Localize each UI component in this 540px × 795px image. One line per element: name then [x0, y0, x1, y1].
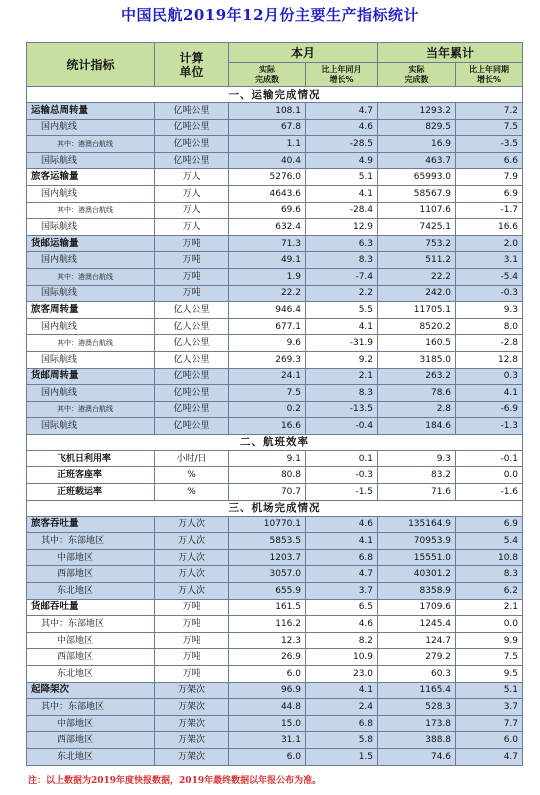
statistics-table — [26, 42, 523, 766]
row-ytd-growth: 6.9 — [456, 516, 523, 533]
row-ytd-growth: 2.1 — [456, 599, 523, 616]
table-row — [27, 533, 523, 550]
row-month-growth: -28.5 — [306, 136, 378, 153]
row-unit: 万人 — [155, 185, 229, 202]
table-body — [27, 87, 523, 766]
row-ytd-actual: 1293.2 — [378, 103, 456, 120]
row-ytd-growth: 9.3 — [456, 302, 523, 319]
row-ytd-actual: 22.2 — [378, 268, 456, 285]
row-month-growth: -28.4 — [306, 202, 378, 219]
row-ytd-growth: 5.4 — [456, 533, 523, 550]
section-title: 一、运输完成情况 — [27, 87, 523, 103]
row-ytd-growth: 4.1 — [456, 385, 523, 402]
row-ytd-growth: 6.9 — [456, 185, 523, 202]
row-unit: 万吨 — [155, 616, 229, 633]
page-title: 中国民航2019年12月份主要生产指标统计 — [120, 6, 420, 24]
row-ytd-actual: 7425.1 — [378, 219, 456, 236]
row-month-actual: 15.0 — [229, 715, 306, 732]
row-month-actual: 96.9 — [229, 682, 306, 699]
header-month-yoy: 比上年同月 增长% — [306, 63, 378, 87]
table-row — [27, 252, 523, 269]
row-ytd-actual: 242.0 — [378, 285, 456, 302]
row-label: 其中：东部地区 — [27, 533, 155, 550]
row-month-actual: 632.4 — [229, 219, 306, 236]
row-month-growth: 2.4 — [306, 699, 378, 716]
row-ytd-actual: 78.6 — [378, 385, 456, 402]
row-ytd-growth: 16.6 — [456, 219, 523, 236]
row-unit: 亿人公里 — [155, 318, 229, 335]
row-label: 正班载运率 — [27, 484, 155, 501]
row-ytd-actual: 160.5 — [378, 335, 456, 352]
row-month-growth: 4.6 — [306, 616, 378, 633]
row-unit: 亿吨公里 — [155, 368, 229, 385]
header-month-actual: 实际 完成数 — [229, 63, 306, 87]
table-row — [27, 385, 523, 402]
row-month-actual: 22.2 — [229, 285, 306, 302]
row-month-growth: 4.6 — [306, 119, 378, 136]
row-label: 东北地区 — [27, 748, 155, 765]
row-ytd-actual: 263.2 — [378, 368, 456, 385]
row-month-actual: 677.1 — [229, 318, 306, 335]
row-ytd-growth: 0.3 — [456, 368, 523, 385]
row-unit: 万人 — [155, 219, 229, 236]
row-month-actual: 10770.1 — [229, 516, 306, 533]
header-unit-line1: 计算 — [179, 50, 204, 65]
row-ytd-growth: 3.7 — [456, 699, 523, 716]
row-ytd-growth: 7.5 — [456, 119, 523, 136]
row-month-growth: 4.1 — [306, 185, 378, 202]
row-unit: 万架次 — [155, 682, 229, 699]
row-label: 货邮吞吐量 — [27, 599, 155, 616]
row-ytd-actual: 16.9 — [378, 136, 456, 153]
row-month-growth: -0.4 — [306, 418, 378, 435]
row-unit: 万吨 — [155, 235, 229, 252]
row-ytd-growth: -1.3 — [456, 418, 523, 435]
row-label: 旅客吞吐量 — [27, 516, 155, 533]
row-month-growth: 10.9 — [306, 649, 378, 666]
row-label: 其中：港澳台航线 — [27, 268, 155, 285]
row-month-growth: 5.1 — [306, 169, 378, 186]
row-month-actual: 1.1 — [229, 136, 306, 153]
row-month-actual: 40.4 — [229, 152, 306, 169]
row-unit: 亿人公里 — [155, 335, 229, 352]
row-label: 旅客周转量 — [27, 302, 155, 319]
row-ytd-actual: 60.3 — [378, 666, 456, 683]
row-label: 货邮周转量 — [27, 368, 155, 385]
table-row — [27, 583, 523, 600]
row-ytd-actual: 279.2 — [378, 649, 456, 666]
row-month-actual: 0.2 — [229, 401, 306, 418]
row-ytd-growth: 3.1 — [456, 252, 523, 269]
table-row — [27, 202, 523, 219]
row-month-actual: 31.1 — [229, 732, 306, 749]
row-unit: 亿人公里 — [155, 302, 229, 319]
row-unit: 万人次 — [155, 549, 229, 566]
row-label: 西部地区 — [27, 566, 155, 583]
row-label: 其中：港澳台航线 — [27, 136, 155, 153]
row-month-actual: 9.1 — [229, 450, 306, 467]
row-label: 其中：港澳台航线 — [27, 401, 155, 418]
row-month-actual: 6.0 — [229, 666, 306, 683]
header-unit — [155, 43, 229, 87]
row-ytd-actual: 9.3 — [378, 450, 456, 467]
table-row — [27, 732, 523, 749]
row-month-growth: 6.3 — [306, 235, 378, 252]
row-month-actual: 4643.6 — [229, 185, 306, 202]
row-label: 中部地区 — [27, 549, 155, 566]
row-label: 起降架次 — [27, 682, 155, 699]
row-label: 国际航线 — [27, 351, 155, 368]
row-month-actual: 655.9 — [229, 583, 306, 600]
row-month-actual: 44.8 — [229, 699, 306, 716]
table-row — [27, 103, 523, 120]
header-ytd-actual: 实际 完成数 — [378, 63, 456, 87]
table-row — [27, 484, 523, 501]
row-ytd-growth: -3.5 — [456, 136, 523, 153]
row-ytd-growth: 7.2 — [456, 103, 523, 120]
row-label: 国内航线 — [27, 119, 155, 136]
footnote: 注：以上数据为2019年度快报数据，2019年最终数据以年报公布为准。 — [28, 776, 322, 786]
row-month-growth: 4.6 — [306, 516, 378, 533]
row-month-growth: 5.5 — [306, 302, 378, 319]
row-unit: % — [155, 467, 229, 484]
row-month-actual: 161.5 — [229, 599, 306, 616]
row-unit: 万吨 — [155, 252, 229, 269]
row-ytd-growth: 12.8 — [456, 351, 523, 368]
row-month-actual: 26.9 — [229, 649, 306, 666]
row-ytd-growth: -1.7 — [456, 202, 523, 219]
row-label: 西部地区 — [27, 649, 155, 666]
row-label: 国际航线 — [27, 285, 155, 302]
row-ytd-actual: 83.2 — [378, 467, 456, 484]
row-ytd-actual: 829.5 — [378, 119, 456, 136]
row-month-growth: 1.5 — [306, 748, 378, 765]
row-month-growth: 4.1 — [306, 318, 378, 335]
row-unit: 万吨 — [155, 285, 229, 302]
table-row — [27, 302, 523, 319]
row-label: 正班客座率 — [27, 467, 155, 484]
row-month-growth: 2.1 — [306, 368, 378, 385]
row-label: 飞机日利用率 — [27, 450, 155, 467]
row-ytd-growth: -6.9 — [456, 401, 523, 418]
row-month-growth: 6.8 — [306, 549, 378, 566]
row-ytd-actual: 65993.0 — [378, 169, 456, 186]
row-label: 国内航线 — [27, 185, 155, 202]
row-unit: 万架次 — [155, 748, 229, 765]
row-ytd-growth: 0.0 — [456, 616, 523, 633]
row-month-actual: 3057.0 — [229, 566, 306, 583]
row-ytd-actual: 124.7 — [378, 632, 456, 649]
row-month-actual: 70.7 — [229, 484, 306, 501]
table-row — [27, 169, 523, 186]
row-ytd-growth: 8.0 — [456, 318, 523, 335]
row-month-growth: 4.1 — [306, 533, 378, 550]
row-unit: 万吨 — [155, 268, 229, 285]
row-month-growth: -0.3 — [306, 467, 378, 484]
row-unit: 万吨 — [155, 632, 229, 649]
row-ytd-actual: 58567.9 — [378, 185, 456, 202]
row-label: 国内航线 — [27, 385, 155, 402]
row-ytd-actual: 71.6 — [378, 484, 456, 501]
row-ytd-growth: 7.7 — [456, 715, 523, 732]
row-ytd-growth: 4.7 — [456, 748, 523, 765]
row-label: 国内航线 — [27, 318, 155, 335]
table-row — [27, 566, 523, 583]
row-ytd-growth: 9.9 — [456, 632, 523, 649]
table-row — [27, 136, 523, 153]
row-ytd-growth: -0.1 — [456, 450, 523, 467]
row-month-growth: 4.1 — [306, 682, 378, 699]
row-label: 其中：东部地区 — [27, 699, 155, 716]
row-ytd-actual: 1107.6 — [378, 202, 456, 219]
row-ytd-growth: 5.1 — [456, 682, 523, 699]
table-row — [27, 748, 523, 765]
row-ytd-growth: -5.4 — [456, 268, 523, 285]
row-label: 中部地区 — [27, 632, 155, 649]
table-row — [27, 549, 523, 566]
row-ytd-actual: 511.2 — [378, 252, 456, 269]
row-month-actual: 1.9 — [229, 268, 306, 285]
row-ytd-growth: -2.8 — [456, 335, 523, 352]
table-row — [27, 649, 523, 666]
row-ytd-growth: 8.3 — [456, 566, 523, 583]
row-label: 货邮运输量 — [27, 235, 155, 252]
table-row — [27, 666, 523, 683]
row-label: 其中：港澳台航线 — [27, 202, 155, 219]
row-month-actual: 5276.0 — [229, 169, 306, 186]
row-label: 运输总周转量 — [27, 103, 155, 120]
row-month-growth: -31.9 — [306, 335, 378, 352]
row-unit: 亿吨公里 — [155, 401, 229, 418]
row-unit: 万人 — [155, 169, 229, 186]
row-month-actual: 946.4 — [229, 302, 306, 319]
table-row — [27, 335, 523, 352]
row-ytd-actual: 1245.4 — [378, 616, 456, 633]
row-unit: 亿吨公里 — [155, 119, 229, 136]
row-unit: 万人次 — [155, 516, 229, 533]
row-label: 国内航线 — [27, 252, 155, 269]
row-ytd-actual: 15551.0 — [378, 549, 456, 566]
row-month-growth: 3.7 — [306, 583, 378, 600]
table-row — [27, 119, 523, 136]
row-month-growth: 8.2 — [306, 632, 378, 649]
row-ytd-actual: 184.6 — [378, 418, 456, 435]
row-label: 中部地区 — [27, 715, 155, 732]
table-row — [27, 699, 523, 716]
row-ytd-growth: -0.3 — [456, 285, 523, 302]
table-row — [27, 152, 523, 169]
table-row — [27, 632, 523, 649]
row-month-actual: 5853.5 — [229, 533, 306, 550]
row-unit: 亿吨公里 — [155, 385, 229, 402]
row-ytd-growth: 7.9 — [456, 169, 523, 186]
row-unit: 亿吨公里 — [155, 418, 229, 435]
table-row — [27, 418, 523, 435]
section-header-row — [27, 434, 523, 450]
row-month-growth: 4.7 — [306, 566, 378, 583]
row-month-growth: -1.5 — [306, 484, 378, 501]
row-label: 旅客运输量 — [27, 169, 155, 186]
header-indicator: 统计指标 — [27, 43, 155, 87]
row-month-growth: 8.3 — [306, 252, 378, 269]
row-month-actual: 1203.7 — [229, 549, 306, 566]
section-title: 三、机场完成情况 — [27, 500, 523, 516]
table-row — [27, 516, 523, 533]
row-ytd-growth: 6.2 — [456, 583, 523, 600]
section-title: 二、航班效率 — [27, 434, 523, 450]
table-row — [27, 235, 523, 252]
row-ytd-actual: 1709.6 — [378, 599, 456, 616]
table-row — [27, 401, 523, 418]
table-row — [27, 368, 523, 385]
row-label: 其中：东部地区 — [27, 616, 155, 633]
row-unit: 万吨 — [155, 666, 229, 683]
row-month-actual: 12.3 — [229, 632, 306, 649]
row-ytd-growth: 2.0 — [456, 235, 523, 252]
row-month-growth: 4.9 — [306, 152, 378, 169]
row-ytd-actual: 135164.9 — [378, 516, 456, 533]
row-ytd-growth: 7.5 — [456, 649, 523, 666]
row-unit: 万人次 — [155, 566, 229, 583]
row-month-growth: 23.0 — [306, 666, 378, 683]
row-month-actual: 24.1 — [229, 368, 306, 385]
row-month-actual: 108.1 — [229, 103, 306, 120]
row-label: 东北地区 — [27, 583, 155, 600]
row-unit: 万架次 — [155, 715, 229, 732]
table-row — [27, 318, 523, 335]
row-ytd-actual: 1165.4 — [378, 682, 456, 699]
row-label: 其中：港澳台航线 — [27, 335, 155, 352]
row-month-growth: 0.1 — [306, 450, 378, 467]
table-row — [27, 450, 523, 467]
row-ytd-growth: 10.8 — [456, 549, 523, 566]
row-label: 东北地区 — [27, 666, 155, 683]
header-month: 本月 — [229, 43, 378, 63]
row-unit: 万人次 — [155, 583, 229, 600]
row-ytd-actual: 528.3 — [378, 699, 456, 716]
table-row — [27, 285, 523, 302]
row-ytd-actual: 70953.9 — [378, 533, 456, 550]
row-month-growth: 2.2 — [306, 285, 378, 302]
row-ytd-actual: 753.2 — [378, 235, 456, 252]
row-ytd-actual: 463.7 — [378, 152, 456, 169]
row-ytd-growth: 6.6 — [456, 152, 523, 169]
row-month-growth: 12.9 — [306, 219, 378, 236]
row-label: 西部地区 — [27, 732, 155, 749]
row-unit: 亿吨公里 — [155, 136, 229, 153]
row-unit: 亿人公里 — [155, 351, 229, 368]
header-unit-line2: 单位 — [179, 64, 204, 79]
section-header-row — [27, 500, 523, 516]
table-header — [27, 43, 523, 87]
row-month-growth: 4.7 — [306, 103, 378, 120]
row-month-growth: 9.2 — [306, 351, 378, 368]
row-month-actual: 49.1 — [229, 252, 306, 269]
table-row — [27, 351, 523, 368]
row-unit: 万人 — [155, 202, 229, 219]
table-row — [27, 185, 523, 202]
row-ytd-growth: 0.0 — [456, 467, 523, 484]
row-label: 国际航线 — [27, 152, 155, 169]
row-ytd-actual: 11705.1 — [378, 302, 456, 319]
row-month-actual: 67.8 — [229, 119, 306, 136]
row-month-growth: -7.4 — [306, 268, 378, 285]
table-row — [27, 715, 523, 732]
row-ytd-actual: 388.8 — [378, 732, 456, 749]
row-month-actual: 80.8 — [229, 467, 306, 484]
row-label: 国际航线 — [27, 219, 155, 236]
row-month-actual: 16.6 — [229, 418, 306, 435]
row-ytd-growth: -1.6 — [456, 484, 523, 501]
row-ytd-actual: 74.6 — [378, 748, 456, 765]
row-unit: 万架次 — [155, 732, 229, 749]
table-row — [27, 268, 523, 285]
row-ytd-actual: 8358.9 — [378, 583, 456, 600]
row-unit: 万人次 — [155, 533, 229, 550]
row-unit: % — [155, 484, 229, 501]
row-unit: 亿吨公里 — [155, 152, 229, 169]
row-unit: 万吨 — [155, 599, 229, 616]
row-ytd-actual: 8520.2 — [378, 318, 456, 335]
row-ytd-growth: 6.0 — [456, 732, 523, 749]
row-month-actual: 7.5 — [229, 385, 306, 402]
row-month-actual: 6.0 — [229, 748, 306, 765]
row-ytd-actual: 173.8 — [378, 715, 456, 732]
table-row — [27, 219, 523, 236]
row-unit: 亿吨公里 — [155, 103, 229, 120]
row-month-actual: 9.6 — [229, 335, 306, 352]
table-row — [27, 599, 523, 616]
row-month-growth: 6.8 — [306, 715, 378, 732]
table-row — [27, 682, 523, 699]
row-unit: 万吨 — [155, 649, 229, 666]
row-unit: 小时/日 — [155, 450, 229, 467]
row-month-growth: 8.3 — [306, 385, 378, 402]
row-month-actual: 69.6 — [229, 202, 306, 219]
row-month-actual: 269.3 — [229, 351, 306, 368]
row-ytd-actual: 3185.0 — [378, 351, 456, 368]
row-label: 国际航线 — [27, 418, 155, 435]
table-row — [27, 616, 523, 633]
row-month-actual: 116.2 — [229, 616, 306, 633]
row-ytd-growth: 9.5 — [456, 666, 523, 683]
row-month-growth: 5.8 — [306, 732, 378, 749]
table-row — [27, 467, 523, 484]
row-month-growth: -13.5 — [306, 401, 378, 418]
row-ytd-actual: 2.8 — [378, 401, 456, 418]
section-header-row — [27, 87, 523, 103]
row-unit: 万架次 — [155, 699, 229, 716]
header-ytd-yoy: 比上年同期 增长% — [456, 63, 523, 87]
row-month-growth: 6.5 — [306, 599, 378, 616]
header-ytd: 当年累计 — [378, 43, 523, 63]
row-month-actual: 71.3 — [229, 235, 306, 252]
row-ytd-actual: 40301.2 — [378, 566, 456, 583]
